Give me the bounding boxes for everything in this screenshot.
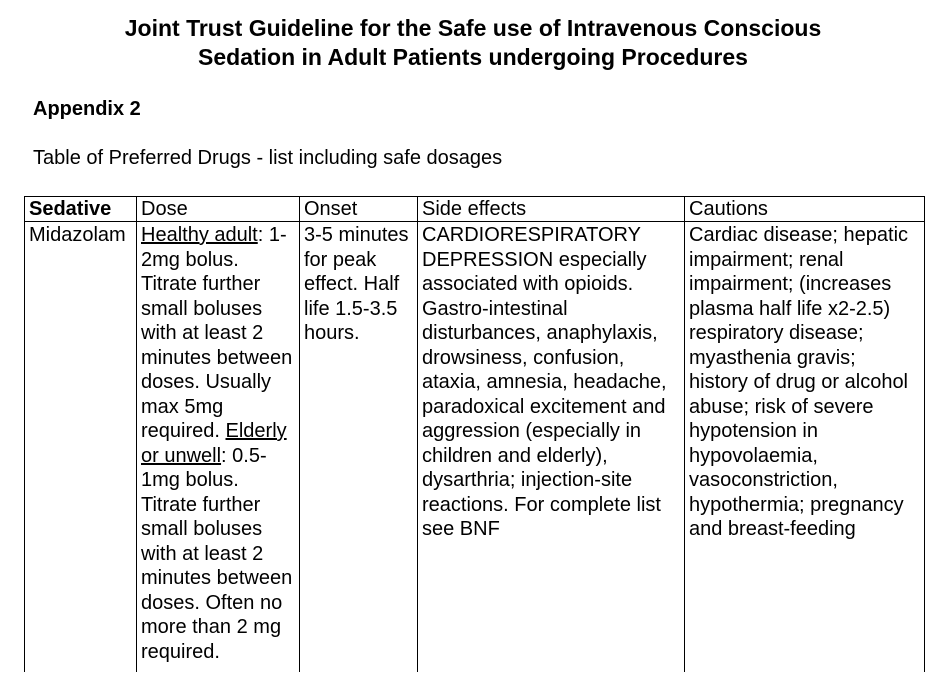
cell-sedative: Midazolam	[25, 222, 137, 673]
appendix-heading: Appendix 2	[33, 98, 141, 120]
table-header-row	[25, 197, 925, 222]
cell-cautions: Cardiac disease; hepatic impairment; renal impairment; (increases plasma half life x2-2.5) respiratory disease; myasthenia gravis; history of drug or alcohol abuse; risk of severe hypotension in hypovolaemia, vasoconstriction, hypothermia; pregnancy and breast-feeding	[685, 222, 925, 673]
table-row	[25, 222, 925, 673]
header-cautions: Cautions	[685, 197, 925, 222]
header-dose: Dose	[137, 197, 300, 222]
cell-dose	[137, 222, 300, 673]
dose-healthy-label: Healthy adult	[141, 224, 258, 246]
header-side-effects: Side effects	[418, 197, 685, 222]
dose-healthy-text: : 1-2mg bolus. Titrate further small boluses with at least 2 minutes between doses. Usually max 5mg required.	[141, 224, 293, 442]
cell-onset: 3-5 minutes for peak effect. Half life 1.5-3.5 hours.	[300, 222, 418, 673]
cell-side-effects: CARDIORESPIRATORY DEPRESSION especially associated with opioids. Gastro-intestinal disturbances, anaphylaxis, drowsiness, confusion, ataxia, amnesia, headache, paradoxical excitement and aggression (especially in children and elderly), dysarthria; injection-site reactions. For complete list see BNF	[418, 222, 685, 673]
table-caption: Table of Preferred Drugs - list including safe dosages	[33, 147, 503, 169]
header-sedative: Sedative	[25, 197, 137, 222]
dose-elderly-text: : 0.5-1mg bolus. Titrate further small boluses with at least 2 minutes between doses. Often no more than 2 mg required.	[141, 444, 293, 663]
title-line-2: Sedation in Adult Patients undergoing Procedures	[198, 44, 748, 70]
title-line-1: Joint Trust Guideline for the Safe use of Intravenous Conscious	[124, 15, 822, 41]
header-onset: Onset	[300, 197, 418, 222]
document-title	[0, 14, 946, 72]
preferred-drugs-table	[24, 196, 925, 672]
dose-elderly-label: Elderly or unwell	[141, 420, 287, 467]
